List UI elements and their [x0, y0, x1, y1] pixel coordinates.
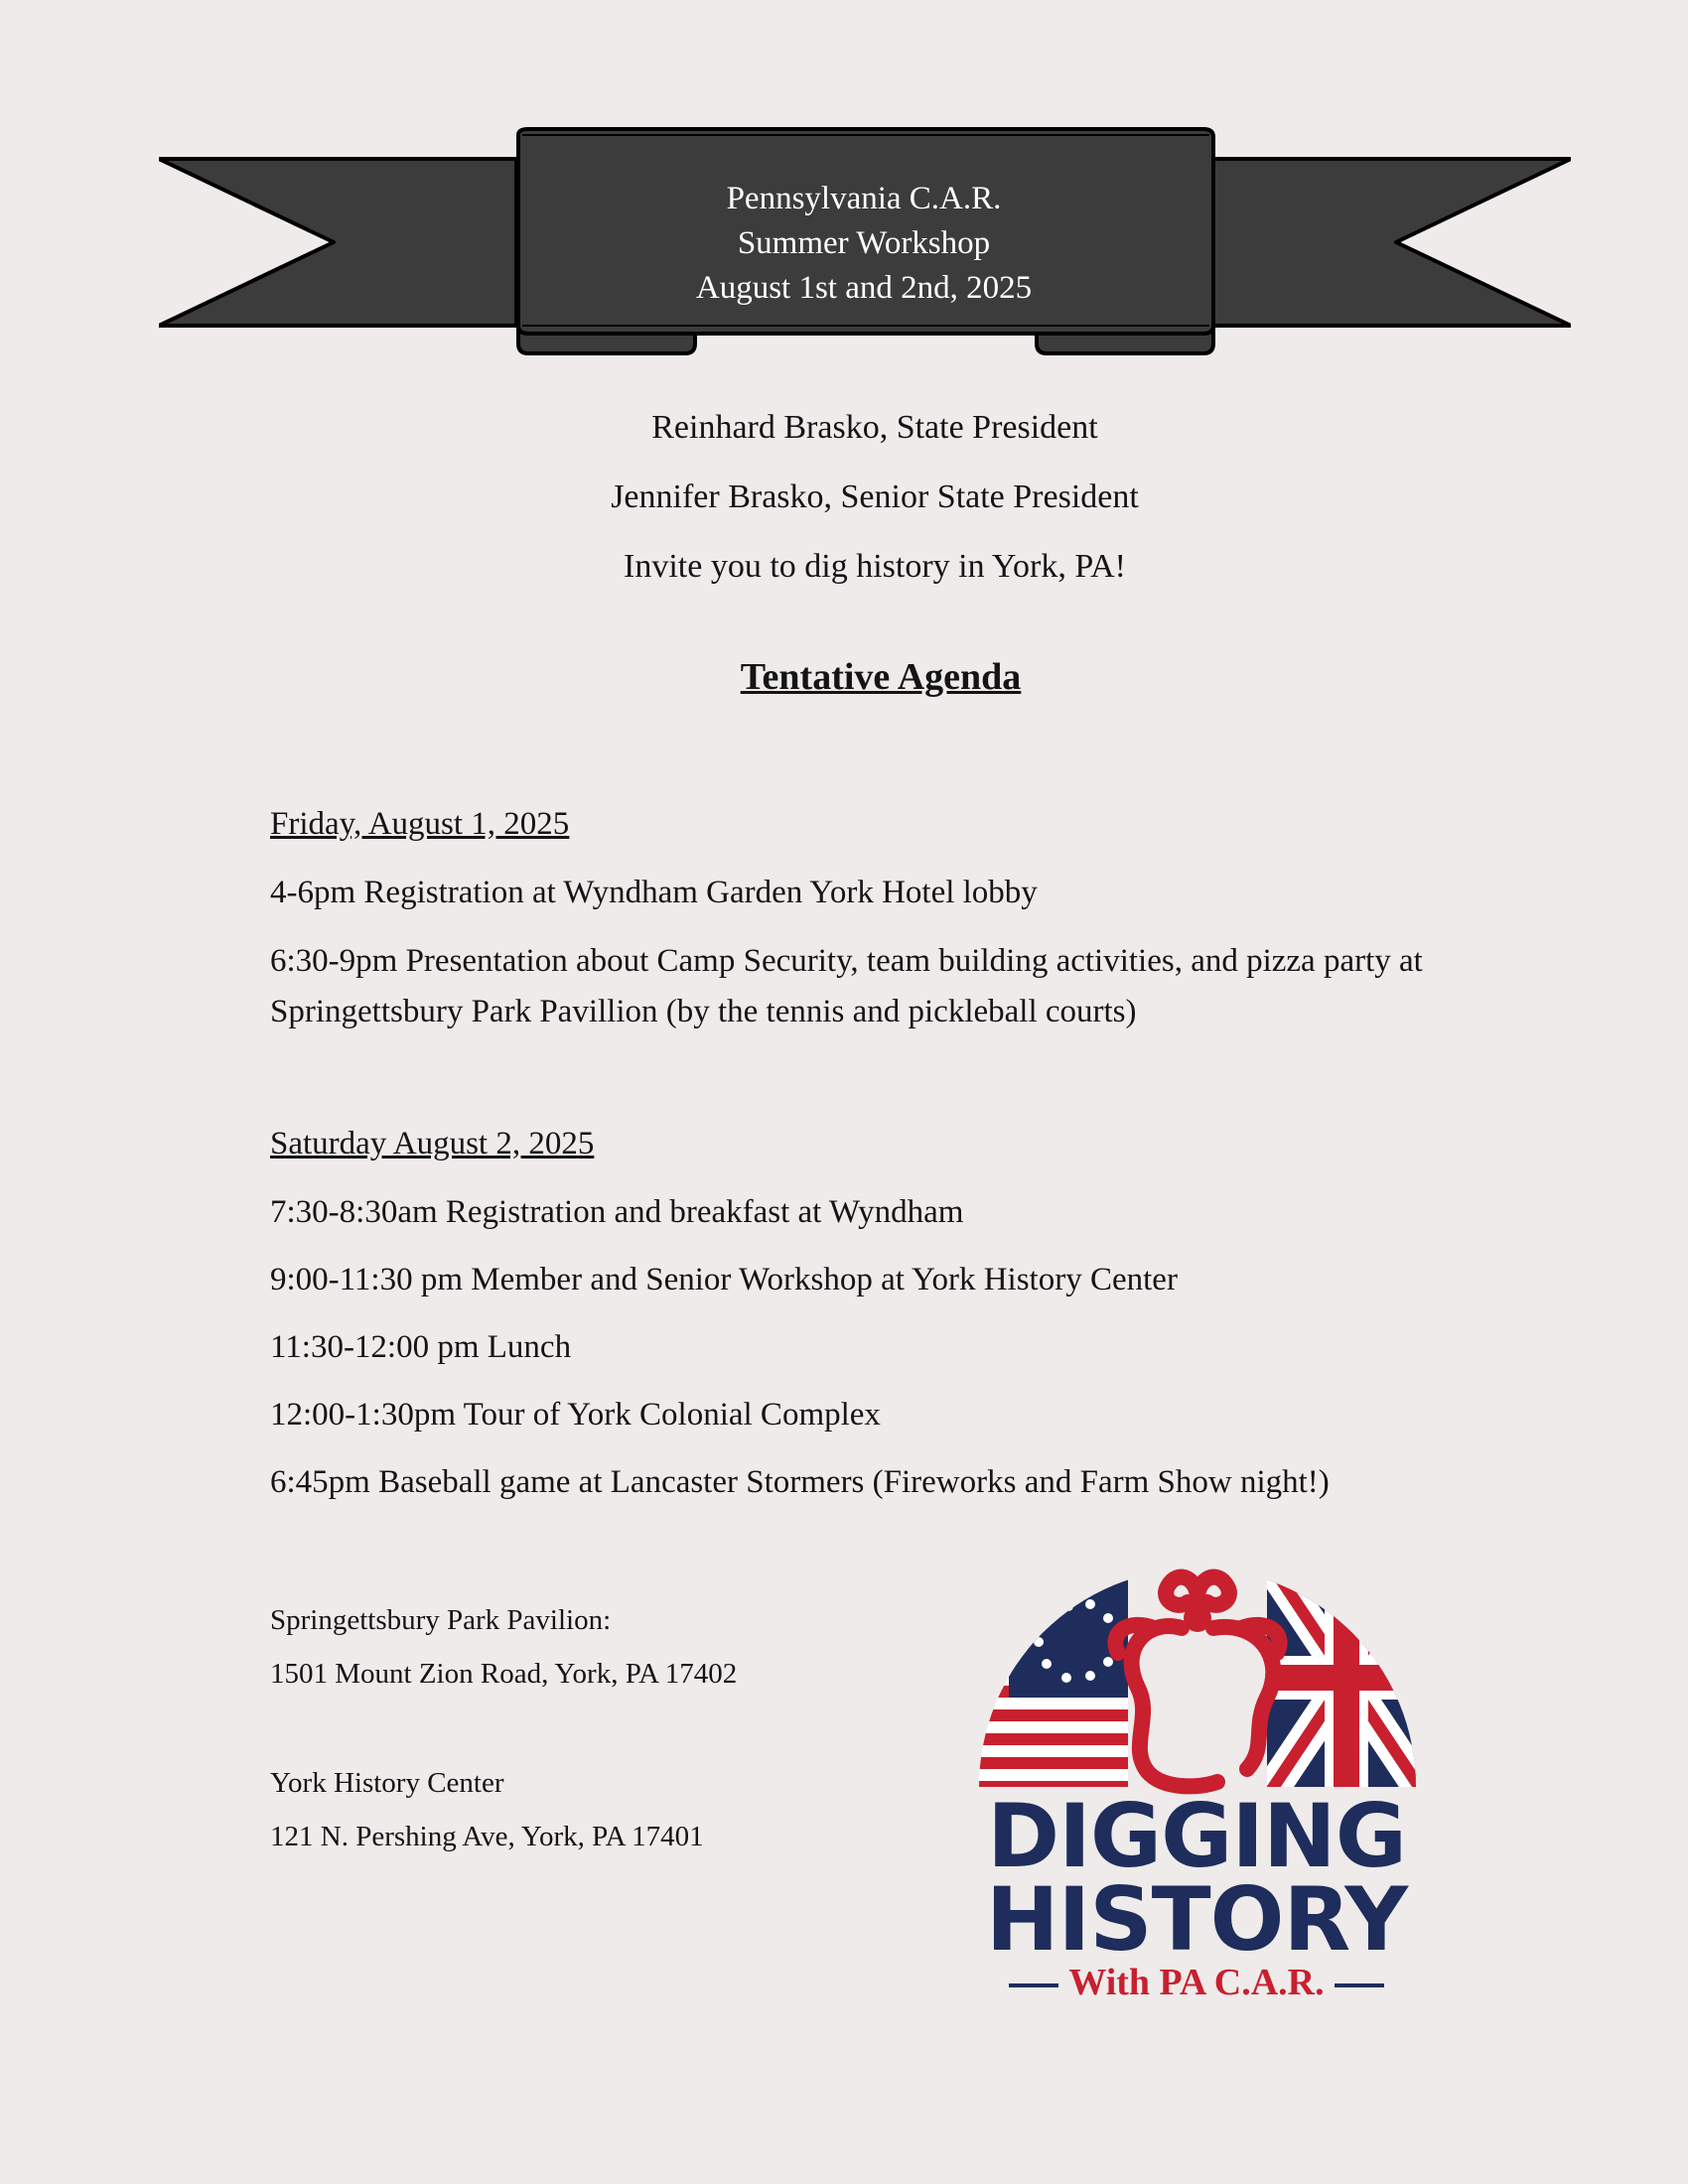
- union-jack-icon: [1267, 1559, 1426, 1797]
- banner-line-3: August 1st and 2nd, 2025: [695, 270, 1033, 306]
- friday-heading: Friday, August 1, 2025: [270, 806, 570, 842]
- logo-word-history: HISTORY: [985, 1868, 1408, 1971]
- saturday-item: 9:00-11:30 pm Member and Senior Workshop at York History Center: [270, 1262, 1178, 1297]
- banner-line-2: Summer Workshop: [737, 225, 991, 261]
- saturday-item: 12:00-1:30pm Tour of York Colonial Complex: [270, 1397, 881, 1433]
- banner-text: [516, 177, 1211, 311]
- logo-tagline: [973, 1964, 1420, 2001]
- logo-word-digging: DIGGING: [987, 1785, 1406, 1887]
- saturday-heading: Saturday August 2, 2025: [270, 1126, 595, 1161]
- tagline-rule-left: [1009, 1983, 1058, 1987]
- saturday-item: 11:30-12:00 pm Lunch: [270, 1329, 572, 1365]
- park-name: Springettsbury Park Pavilion:: [270, 1604, 612, 1636]
- logo-tagline-text: With PA C.A.R.: [1068, 1962, 1325, 2003]
- intro-invitation: Invite you to dig history in York, PA!: [624, 548, 1126, 585]
- tagline-rule-right: [1335, 1983, 1384, 1987]
- friday-item: 4-6pm Registration at Wyndham Garden York Hotel lobby: [270, 875, 1038, 910]
- agenda-title: Tentative Agenda: [740, 656, 1022, 698]
- center-name: York History Center: [270, 1767, 504, 1799]
- friday-item: 6:30-9pm Presentation about Camp Security, team building activities, and pizza party at Springettsbury Park Pavillion (by the tennis and pickleball courts): [270, 943, 1423, 1029]
- saturday-item: 6:45pm Baseball game at Lancaster Stormers (Fireworks and Farm Show night!): [270, 1464, 1330, 1500]
- intro-senior-state-president: Jennifer Brasko, Senior State President: [611, 478, 1139, 515]
- center-address: 121 N. Pershing Ave, York, PA 17401: [270, 1821, 704, 1852]
- intro-state-president: Reinhard Brasko, State President: [651, 409, 1098, 446]
- park-address: 1501 Mount Zion Road, York, PA 17402: [270, 1658, 738, 1690]
- saturday-item: 7:30-8:30am Registration and breakfast at Wyndham: [270, 1194, 964, 1230]
- banner-line-1: Pennsylvania C.A.R.: [726, 181, 1002, 216]
- us-flag-icon: [969, 1559, 1128, 1797]
